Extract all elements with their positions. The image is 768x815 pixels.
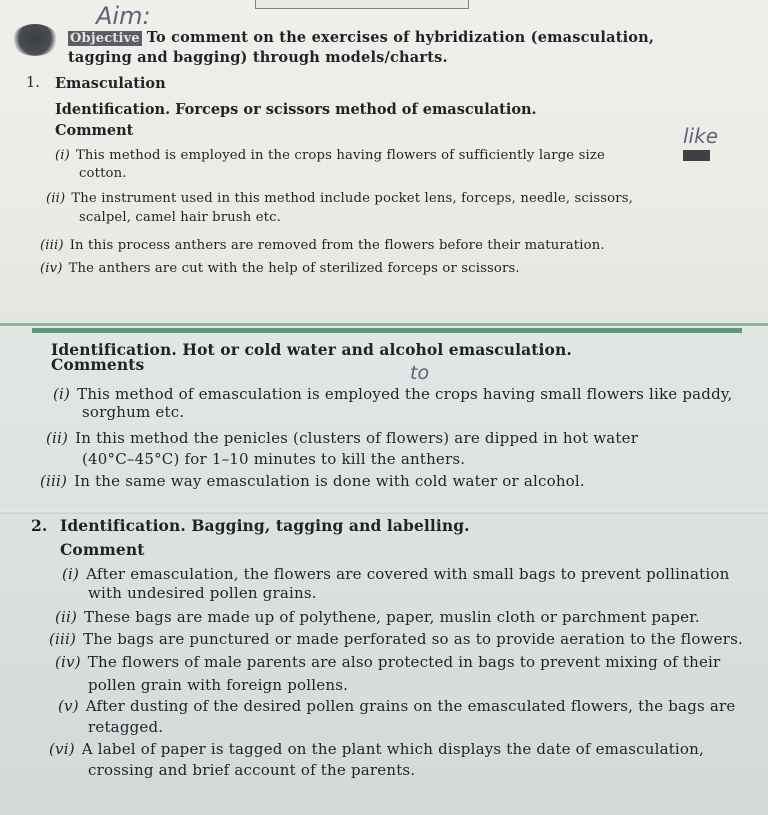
section-2-identification: Identification. Bagging, tagging and labelling.: [60, 516, 470, 535]
item-text: The anthers are cut with the help of sterilized forceps or scissors.: [68, 261, 520, 276]
section-1-number: 1.: [26, 75, 40, 91]
section-2-number: 2.: [31, 516, 48, 535]
s2-item-6: [49, 740, 704, 758]
section-1-identification: Identification. Forceps or scissors method of emasculation.: [55, 101, 537, 118]
section-1-title: Emasculation: [55, 75, 166, 92]
item-text: In the same way emasculation is done with cold water or alcohol.: [74, 472, 585, 490]
s2-item-4-cont: pollen grain with foreign pollens.: [88, 676, 349, 694]
hot-cold-comments-label: Comments: [51, 355, 145, 374]
s2-item-1-cont: with undesired pollen grains.: [88, 584, 317, 602]
strikeout-mark: [683, 150, 710, 161]
roman-numeral: (i): [62, 565, 80, 583]
s2-item-3: [49, 630, 743, 648]
section-1-comment-label: Comment: [55, 122, 134, 139]
s1-item-4: [40, 261, 520, 276]
item-text: A label of paper is tagged on the plant which displays the date of emasculation,: [81, 740, 704, 758]
roman-numeral: (iii): [40, 472, 68, 490]
objective-line-1: [68, 29, 654, 46]
s1-item-3: [40, 238, 605, 253]
s2-item-5-cont: retagged.: [88, 718, 164, 736]
green-border: [32, 328, 742, 333]
roman-numeral: (iii): [40, 238, 64, 253]
roman-numeral: (iv): [40, 261, 63, 276]
header-rule: [255, 0, 469, 9]
item-text: The flowers of male parents are also protected in bags to prevent mixing of their: [87, 653, 721, 671]
item-text: After emasculation, the flowers are covered with small bags to prevent pollination: [86, 565, 730, 583]
page-fold: [0, 510, 768, 514]
roman-numeral: (ii): [46, 191, 66, 206]
hc-item-2-cont: (40°C–45°C) for 1–10 minutes to kill the anthers.: [82, 450, 466, 468]
hc-item-1-cont: sorghum etc.: [82, 403, 185, 421]
item-text: This method of emasculation is employed the crops having small flowers like paddy,: [77, 385, 733, 403]
s1-item-1-cont: cotton.: [79, 166, 127, 181]
objective-label: Objective: [70, 31, 140, 46]
item-text: The bags are punctured or made perforated so as to provide aeration to the flowers.: [83, 630, 743, 648]
hc-item-2: [46, 429, 638, 447]
hc-item-3: [40, 472, 585, 490]
handwritten-like: like: [683, 124, 718, 148]
s2-item-5: [58, 697, 735, 715]
item-text: In this method the penicles (clusters of flowers) are dipped in hot water: [75, 429, 639, 447]
hc-item-1: [53, 385, 733, 403]
roman-numeral: (vi): [49, 740, 75, 758]
objective-text-1: To comment on the exercises of hybridization (emasculation,: [146, 29, 655, 46]
s1-item-1: [55, 148, 605, 163]
s2-item-1: [62, 565, 729, 583]
item-text: This method is employed in the crops having flowers of sufficiently large size: [75, 148, 605, 163]
item-text: In this process anthers are removed from the flowers before their maturation.: [69, 238, 605, 253]
ink-blot: [12, 24, 58, 56]
handwritten-to: to: [410, 362, 430, 384]
s2-item-2: [55, 608, 700, 626]
handwritten-aim: Aim:: [96, 2, 151, 30]
section-2-comment-label: Comment: [60, 540, 145, 559]
item-text: After dusting of the desired pollen grains on the emasculated flowers, the bags are: [85, 697, 736, 715]
s2-item-6-cont: crossing and brief account of the parents.: [88, 761, 416, 779]
item-text: The instrument used in this method include pocket lens, forceps, needle, scissors,: [71, 191, 633, 206]
roman-numeral: (ii): [46, 429, 69, 447]
s1-item-2-cont: scalpel, camel hair brush etc.: [79, 210, 281, 225]
roman-numeral: (i): [55, 148, 70, 163]
roman-numeral: (i): [53, 385, 71, 403]
green-border-top: [0, 323, 768, 326]
s2-item-4: [55, 653, 720, 671]
roman-numeral: (iii): [49, 630, 77, 648]
roman-numeral: (v): [58, 697, 79, 715]
s1-item-2: [46, 191, 633, 206]
objective-text-2: tagging and bagging) through models/charts.: [68, 49, 448, 66]
hot-cold-identification: Identification. Hot or cold water and alcohol emasculation.: [51, 340, 572, 359]
upper-page: [0, 0, 768, 322]
item-text: These bags are made up of polythene, paper, muslin cloth or parchment paper.: [84, 608, 700, 626]
roman-numeral: (iv): [55, 653, 81, 671]
roman-numeral: (ii): [55, 608, 78, 626]
